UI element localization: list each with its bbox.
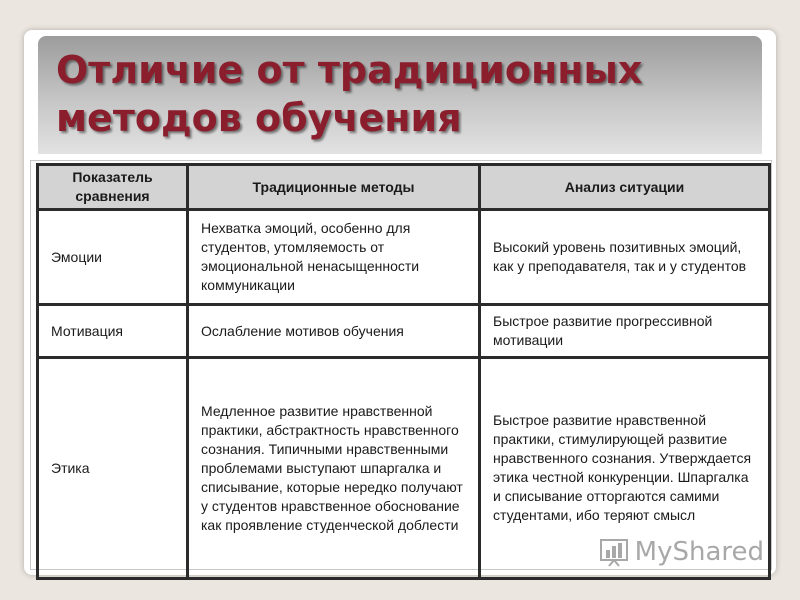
cell-indicator: Этика bbox=[38, 358, 188, 579]
cell-analysis: Высокий уровень позитивных эмоций, как у преподавателя, так и у студентов bbox=[480, 210, 770, 305]
cell-indicator: Эмоции bbox=[38, 210, 188, 305]
cell-traditional: Нехватка эмоций, особенно для студентов, утомляемость от эмоциональной ненасыщенности коммуникации bbox=[188, 210, 480, 305]
cell-traditional: Ослабление мотивов обучения bbox=[188, 305, 480, 358]
cell-indicator: Мотивация bbox=[38, 305, 188, 358]
watermark-text: MyShared bbox=[634, 537, 764, 567]
comparison-table bbox=[36, 163, 771, 580]
title-line-1: Отличие от традиционных bbox=[56, 48, 643, 92]
cell-analysis: Быстрое развитие прогрессивной мотивации bbox=[480, 305, 770, 358]
cell-traditional: Медленное развитие нравственной практики, абстрактность нравственного сознания. Типичными нравственными проблемами выступают шпаргалка и списывание, которые нередко получают у студентов нравственное обоснование как проявление студенческой доблести bbox=[188, 358, 480, 579]
table-row-emotions bbox=[38, 210, 770, 305]
header-analysis: Анализ ситуации bbox=[480, 165, 770, 210]
header-traditional: Традиционные методы bbox=[188, 165, 480, 210]
title-line-2: методов обучения bbox=[56, 96, 462, 140]
slide-title bbox=[56, 46, 756, 142]
chart-icon bbox=[599, 536, 631, 568]
header-row bbox=[38, 165, 770, 210]
cell-analysis: Быстрое развитие нравственной практики, стимулирующей развитие нравственного сознания. Утверждается этика честной конкуренции. Шпаргалка и списывание отторгаются самими студентами, ибо теряют смысл bbox=[480, 358, 770, 579]
table-row-motivation bbox=[38, 305, 770, 358]
header-indicator: Показатель сравнения bbox=[38, 165, 188, 210]
watermark bbox=[599, 536, 764, 568]
